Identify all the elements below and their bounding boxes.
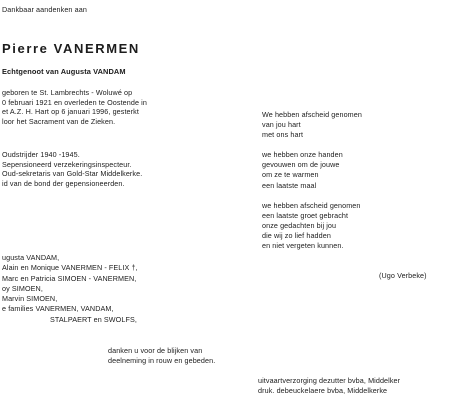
family-line: e families VANERMEN, VANDAM, [2, 304, 114, 314]
poem-line: een laatste groet gebracht [262, 210, 349, 220]
poem-line: gevouwen om de jouwe [262, 160, 340, 170]
poem [262, 110, 362, 261]
poem-line: van jou hart [262, 120, 301, 130]
bio-line: loor het Sacrament van de Zieken. [2, 116, 116, 126]
family-line: ugusta VANDAM, [2, 253, 60, 262]
biography-paragraph [2, 88, 147, 126]
poem-stanza [262, 110, 362, 140]
deceased-name: Pierre VANERMEN [2, 41, 140, 56]
family-line: oy SIMOEN, [2, 283, 43, 293]
career-line: id van de bond der gepensioneerden. [2, 178, 125, 188]
credit-line: druk. debeuckelaere bvba, Middelkerke [258, 386, 388, 395]
poem-author: (Ugo Verbeke) [379, 271, 427, 280]
poem-line: we hebben onze handen [262, 150, 343, 160]
poem-line: een laatste maal [262, 180, 317, 190]
spouse-line: Echtgenoot van Augusta VANDAM [2, 67, 126, 76]
family-list [2, 253, 138, 325]
career-paragraph [2, 150, 142, 188]
poem-stanza [262, 150, 362, 190]
career-line: Sepensioneerd verzekeringsinspecteur. [2, 159, 132, 169]
family-line: Alain en Monique VANERMEN - FELIX †, [2, 263, 138, 273]
printer-credits [258, 376, 400, 396]
card-header: Dankbaar aandenken aan [2, 5, 87, 14]
poem-stanza [262, 201, 362, 251]
poem-line: We hebben afscheid genomen [262, 110, 362, 119]
poem-line: met ons hart [262, 130, 304, 140]
family-line: Marc en Patricia SIMOEN - VANERMEN, [2, 273, 137, 283]
poem-line: die wij zo lief hadden [262, 230, 331, 240]
poem-line: en niet vergeten kunnen. [262, 241, 344, 251]
thanks-line: deelneming in rouw en gebeden. [108, 356, 216, 365]
career-line: Oud-sekretaris van Gold-Star Middelkerke. [2, 169, 143, 179]
credit-line: uitvaartverzorging dezutter bvba, Middelker [258, 376, 401, 385]
bio-line: geboren te St. Lambrechts - Woluwé op [2, 88, 133, 97]
bio-line: 0 februari 1921 en overleden te Oostende in [2, 97, 147, 107]
family-line: Marvin SIMOEN, [2, 294, 58, 304]
thanks-line: danken u voor de blijken van [108, 346, 203, 355]
poem-line: onze gedachten bij jou [262, 220, 337, 230]
family-line: STALPAERT en SWOLFS, [50, 314, 137, 324]
career-line: Oudstrijder 1940 -1945. [2, 150, 80, 159]
poem-line: om ze te warmen [262, 170, 319, 180]
thanks-paragraph [108, 346, 215, 366]
poem-line: we hebben afscheid genomen [262, 200, 361, 210]
bio-line: et A.Z. H. Hart op 6 januari 1996, gesterkt [2, 107, 139, 117]
